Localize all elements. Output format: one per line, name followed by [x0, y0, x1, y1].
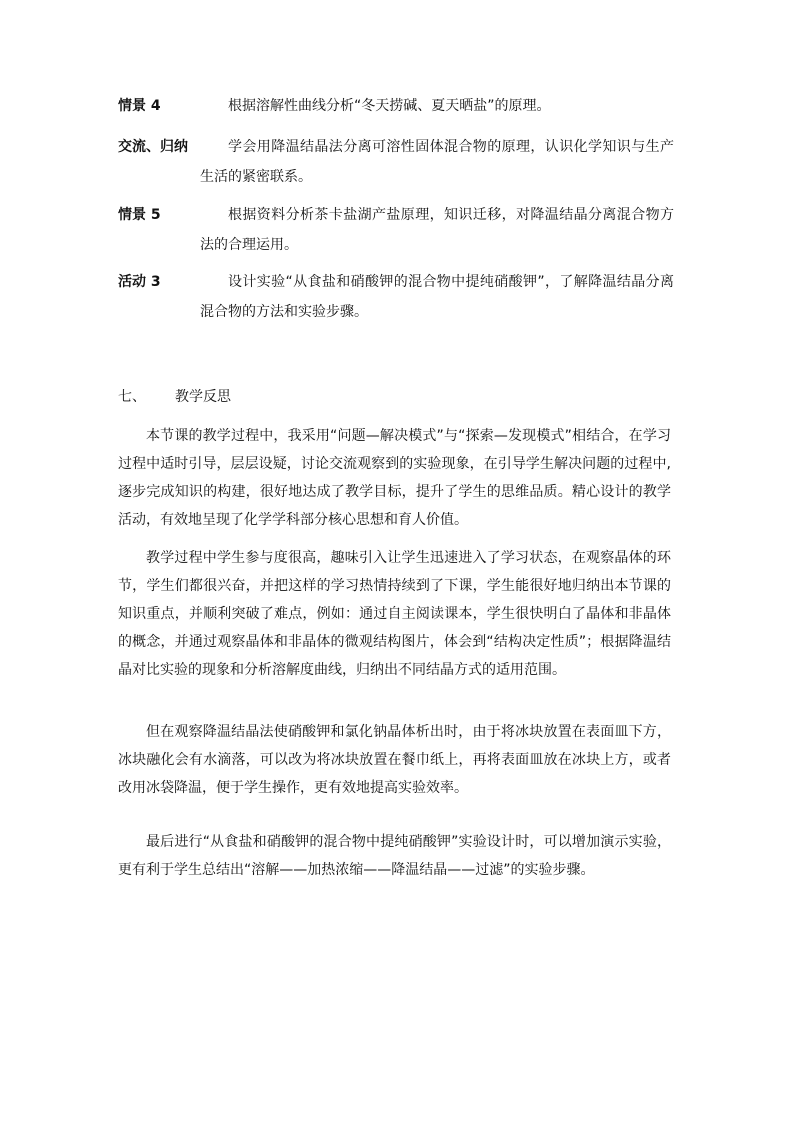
activity-content: 根据资料分析茶卡盐湖产盐原理，知识迁移，对降温结晶分离混合物方法的合理运用。	[200, 207, 674, 253]
section-number: 七、	[118, 389, 146, 405]
section-heading	[118, 382, 678, 412]
reflection-paragraph: 本节课的教学过程中，我采用“问题—解决模式”与“探索—发现模式”相结合，在学习过程中适时引导，层层设疑，讨论交流观察到的实验现象，在引导学生解决问题的过程中,逐步完成知识的构建，很好地达成了教学目标，提升了学生的思维品质。精心设计的教学活动，有效地呈现了化学学科部分核心思想和育人价值。	[118, 428, 671, 528]
activity-content: 学会用降温结晶法分离可溶性固体混合物的原理，认识化学知识与生产生活的紧密联系。	[200, 139, 674, 185]
activity-content: 设计实验“从食盐和硝酸钾的混合物中提纯硝酸钾”，了解降温结晶分离混合物的方法和实验步骤。	[200, 274, 674, 320]
activity-label: 活动 3	[118, 274, 161, 290]
reflection-paragraph: 教学过程中学生参与度很高，趣味引入让学生迅速进入了学习状态，在观察晶体的环节，学生们都很兴奋，并把这样的学习热情持续到了下课，学生能很好地归纳出本节课的知识重点，并顺利突破了难点，例如：通过自主阅读课本，学生很快明白了晶体和非晶体的概念，并通过观察晶体和非晶体的微观结构图片，体会到“结构决定性质”；根据降温结晶对比实验的现象和分析溶解度曲线，归纳出不同结晶方式的适用范围。	[118, 550, 671, 678]
activity-content: 根据溶解性曲线分析“冬天捞碱、夏天晒盐”的原理。	[228, 98, 551, 114]
activity-label: 情景 5	[118, 207, 161, 223]
reflection-paragraph: 最后进行“从食盐和硝酸钾的混合物中提纯硝酸钾”实验设计时，可以增加演示实验，更有利于学生总结出“溶解——加热浓缩——降温结晶——过滤”的实验步骤。	[118, 834, 671, 878]
activity-label: 交流、归纳	[118, 139, 188, 155]
activity-label: 情景 4	[118, 98, 161, 114]
section-title: 教学反思	[175, 389, 231, 405]
reflection-paragraph: 但在观察降温结晶法使硝酸钾和氯化钠晶体析出时，由于将冰块放置在表面皿下方，冰块融化会有水滴落，可以改为将冰块放置在餐巾纸上，再将表面皿放在冰块上方，或者改用冰袋降温，便于学生操作，更有效地提高实验效率。	[118, 724, 671, 796]
